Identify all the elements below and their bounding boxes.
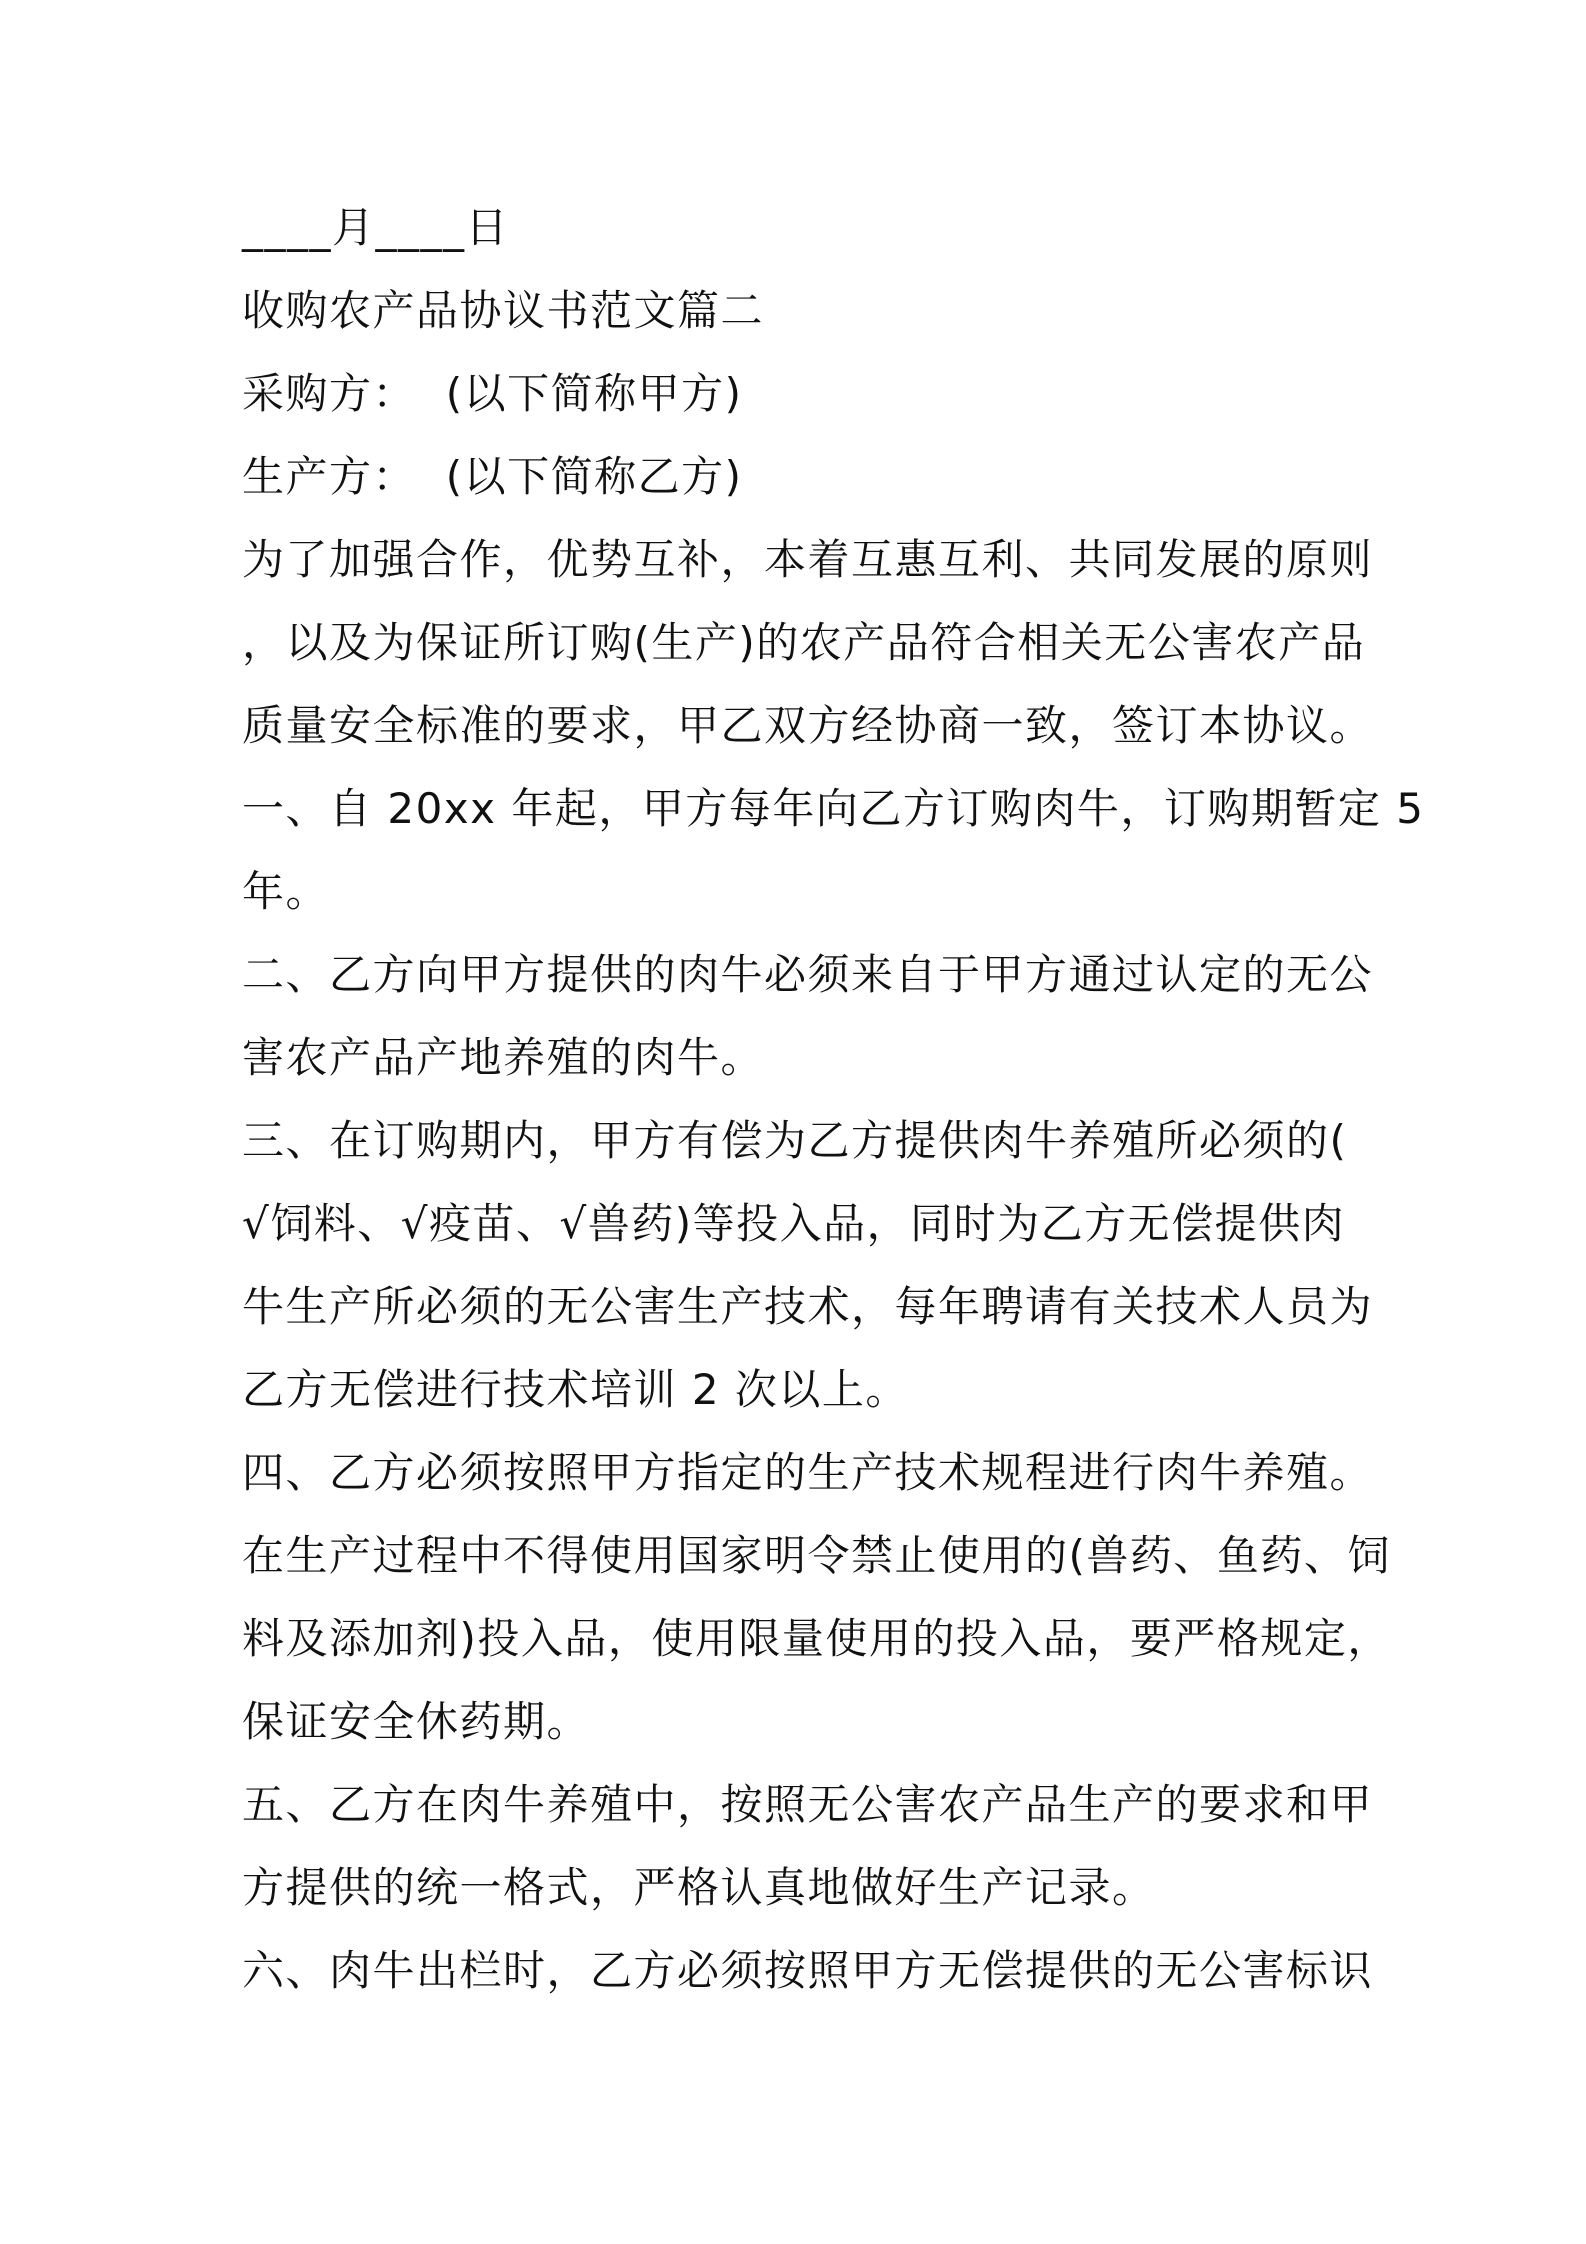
paragraph-line: 质量安全标准的要求，甲乙双方经协商一致，签订本协议。	[242, 701, 1374, 750]
clause-3-line: 三、在订购期内，甲方有偿为乙方提供肉牛养殖所必须的(	[242, 1116, 1348, 1165]
clause-3-line: 乙方无偿进行技术培训 2 次以上。	[242, 1365, 909, 1414]
clause-3-line: √饲料、√疫苗、√兽药)等投入品，同时为乙方无偿提供肉	[242, 1199, 1346, 1248]
clause-1-line: 年。	[242, 867, 330, 916]
clause-3-line: 牛生产所必须的无公害生产技术，每年聘请有关技术人员为	[242, 1282, 1374, 1331]
clause-5-line: 五、乙方在肉牛养殖中，按照无公害农产品生产的要求和甲	[242, 1780, 1374, 1829]
buyer-party-line: 采购方： (以下简称甲方)	[242, 369, 743, 418]
clause-5-line: 方提供的统一格式，严格认真地做好生产记录。	[242, 1863, 1156, 1912]
clause-2-line: 害农产品产地养殖的肉牛。	[242, 1033, 765, 1082]
producer-party-line: 生产方： (以下简称乙方)	[242, 452, 743, 501]
clause-4-line: 料及添加剂)投入品，使用限量使用的投入品，要严格规定，	[242, 1614, 1391, 1663]
document-title: 收购农产品协议书范文篇二	[242, 286, 765, 335]
date-line: ____月____日	[242, 203, 510, 252]
paragraph-line: 为了加强合作，优势互补，本着互惠互利、共同发展的原则	[242, 535, 1374, 584]
clause-4-line: 在生产过程中不得使用国家明令禁止使用的(兽药、鱼药、饲	[242, 1531, 1391, 1580]
clause-4-line: 四、乙方必须按照甲方指定的生产技术规程进行肉牛养殖。	[242, 1448, 1374, 1497]
paragraph-line: ，以及为保证所订购(生产)的农产品符合相关无公害农产品	[242, 618, 1366, 667]
clause-4-line: 保证安全休药期。	[242, 1697, 591, 1746]
clause-2-line: 二、乙方向甲方提供的肉牛必须来自于甲方通过认定的无公	[242, 950, 1374, 999]
clause-6-line: 六、肉牛出栏时，乙方必须按照甲方无偿提供的无公害标识	[242, 1946, 1374, 1995]
clause-1-line: 一、自 20xx 年起，甲方每年向乙方订购肉牛，订购期暂定 5	[242, 784, 1425, 833]
